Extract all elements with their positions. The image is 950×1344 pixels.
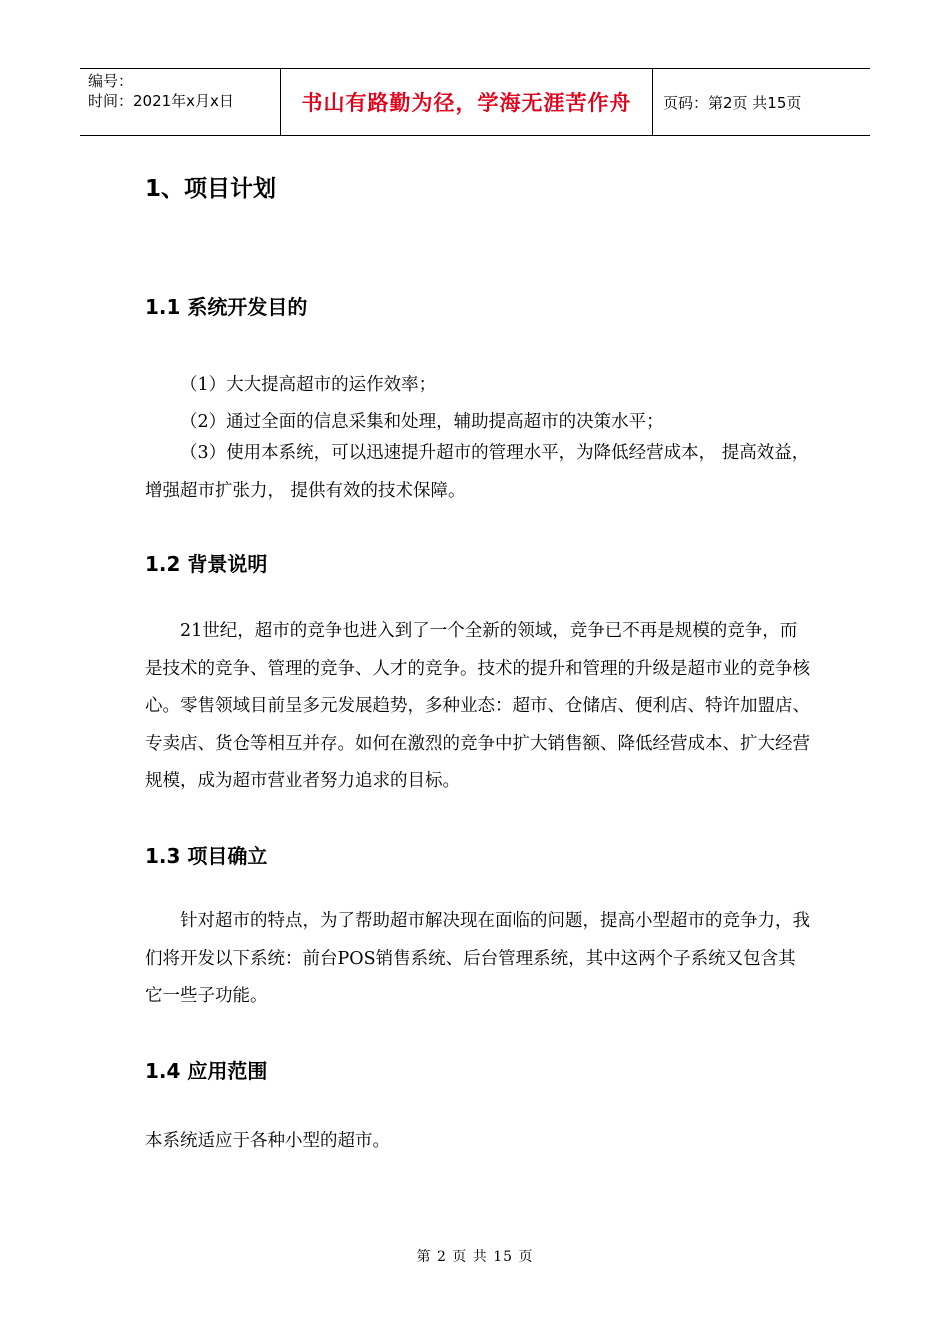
s1-item-1: （1）大大提高超市的运作效率； [180, 375, 437, 395]
header-left-cell [80, 69, 281, 135]
s4-heading: 1.4 应用范围 [145, 1059, 268, 1083]
page-header-table [80, 68, 870, 136]
page-info: 页码：第2页 共15页 [663, 93, 802, 112]
section-title: 1、项目计划 [145, 176, 277, 202]
s3-paragraph: 针对超市的特点，为了帮助超市解决现在面临的问题，提高小型超市的竞争力，我们将开发以下系统：前台POS销售系统、后台管理系统，其中这两个子系统又包含其它一些子功能。 [145, 911, 810, 1006]
page-footer: 第 2 页 共 15 页 [416, 1249, 534, 1265]
motto-text: 书山有路勤为径，学海无涯苦作舟 [301, 91, 632, 115]
s2-heading: 1.2 背景说明 [145, 552, 268, 576]
s1-heading: 1.1 系统开发目的 [145, 295, 308, 319]
time-label: 时间：2021年x月x日 [88, 92, 234, 110]
s1-item-2: （2）通过全面的信息采集和处理，辅助提高超市的决策水平； [180, 412, 664, 432]
header-motto-cell [281, 69, 653, 135]
s1-item-3: （3）使用本系统，可以迅速提升超市的管理水平，为降低经营成本， 提高效益，增强超市扩张力， 提供有效的技术保障。 [145, 443, 810, 501]
s2-paragraph: 21世纪，超市的竞争也进入到了一个全新的领域，竞争已不再是规模的竞争，而是技术的竞争、管理的竞争、人才的竞争。技术的提升和管理的升级是超市业的竞争核心。零售领域目前呈多元发展趋势，多种业态：超市、仓储店、便利店、特许加盟店、专卖店、货仓等相互并存。如何在激烈的竞争中扩大销售额、降低经营成本、扩大经营规模，成为超市营业者努力追求的目标。 [145, 621, 810, 791]
s3-heading: 1.3 项目确立 [145, 844, 268, 868]
number-label: 编号： [88, 72, 134, 90]
s4-paragraph: 本系统适应于各种小型的超市。 [145, 1131, 390, 1151]
header-page-info-cell [653, 69, 870, 135]
